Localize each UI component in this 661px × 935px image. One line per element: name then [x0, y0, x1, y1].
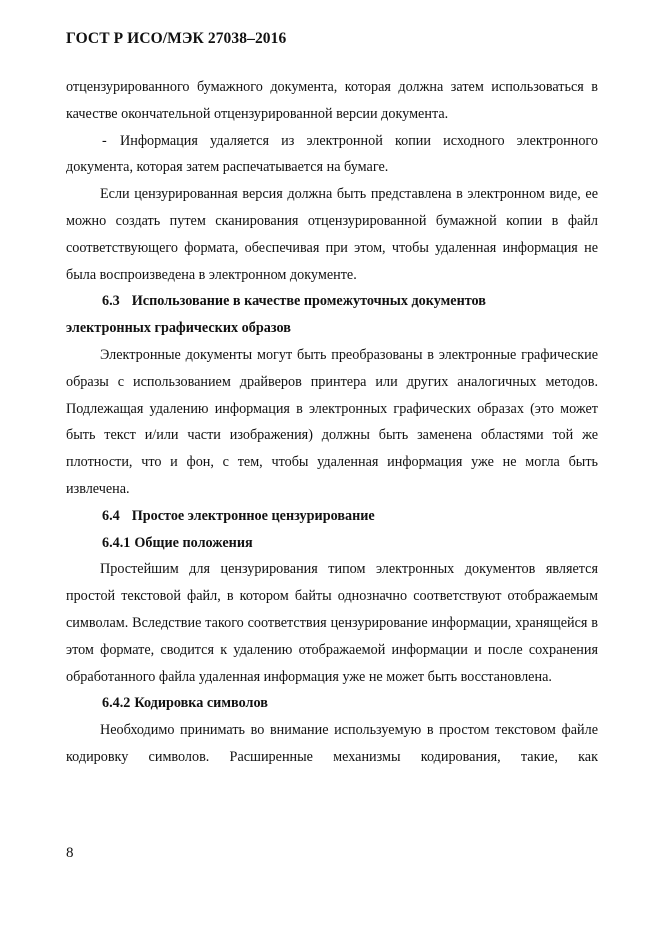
- section-number: 6.4: [102, 507, 120, 524]
- section-heading-6-3: [66, 288, 598, 315]
- section-number: 6.3: [102, 293, 120, 310]
- bullet-dash-marker: -: [102, 132, 107, 149]
- document-body: [66, 74, 598, 771]
- paragraph-character-encoding: Необходимо принимать во внимание используемую в простом текстовом файле кодировку символов. Расширенные механизмы кодирования, такие, как: [66, 722, 598, 765]
- paragraph-graphic-images: Электронные документы могут быть преобразованы в электронные графические образы с использованием драйверов принтера или других аналогичных методов. Подлежащая удалению информация в электронных графических образах (это может быть текст и/или части изображения) должны быть заменена областями той же плотности, что и фон, с тем, чтобы удаленная информация уже не могла быть извлечена.: [66, 346, 598, 497]
- paragraph-simple-text-file: Простейшим для цензурирования типом электронных документов является простой текстовой файл, в котором байты однозначно соответствуют отображаемым символам. Вследствие такого соответствия цензурирование информации, хранящейся в этом формате, сводится к удалению отображаемой информации и после сохранения обработанного файла удаленная информация уже не может быть восстановлена.: [66, 561, 598, 685]
- section-number: 6.4.2: [102, 695, 131, 712]
- section-number: 6.4.1: [102, 534, 131, 551]
- paragraph-electronic-redacted-version: Если цензурированная версия должна быть представлена в электронном виде, ее можно создать путем сканирования отцензурированной бумажной копии в файл соответствующего формата, обеспечивая при этом, чтобы удаленная информация не была воспроизведена в электронном документе.: [66, 186, 598, 283]
- section-title: Простое электронное цензурирование: [131, 507, 375, 524]
- section-heading-6-4-2: [66, 690, 598, 717]
- page-number: 8: [66, 845, 74, 861]
- section-heading-6-4-1: [66, 530, 598, 557]
- paragraph-continuation: отцензурированного бумажного документа, которая должна затем использоваться в качестве окончательной отцензурированной версии документа.: [66, 79, 598, 122]
- section-title: Общие положения: [134, 534, 253, 551]
- section-heading-6-4: [66, 503, 598, 530]
- section-title: Кодировка символов: [134, 695, 268, 712]
- bullet-item-text: Информация удаляется из электронной копии исходного электронного документа, которая затем распечатывается на бумаге.: [66, 132, 598, 176]
- bullet-item: [66, 128, 598, 182]
- document-header-standard-id: ГОСТ Р ИСО/МЭК 27038–2016: [66, 30, 287, 47]
- section-title-line1: Использование в качестве промежуточных документов: [131, 293, 486, 310]
- section-heading-6-3-line2: электронных графических образов: [66, 320, 291, 337]
